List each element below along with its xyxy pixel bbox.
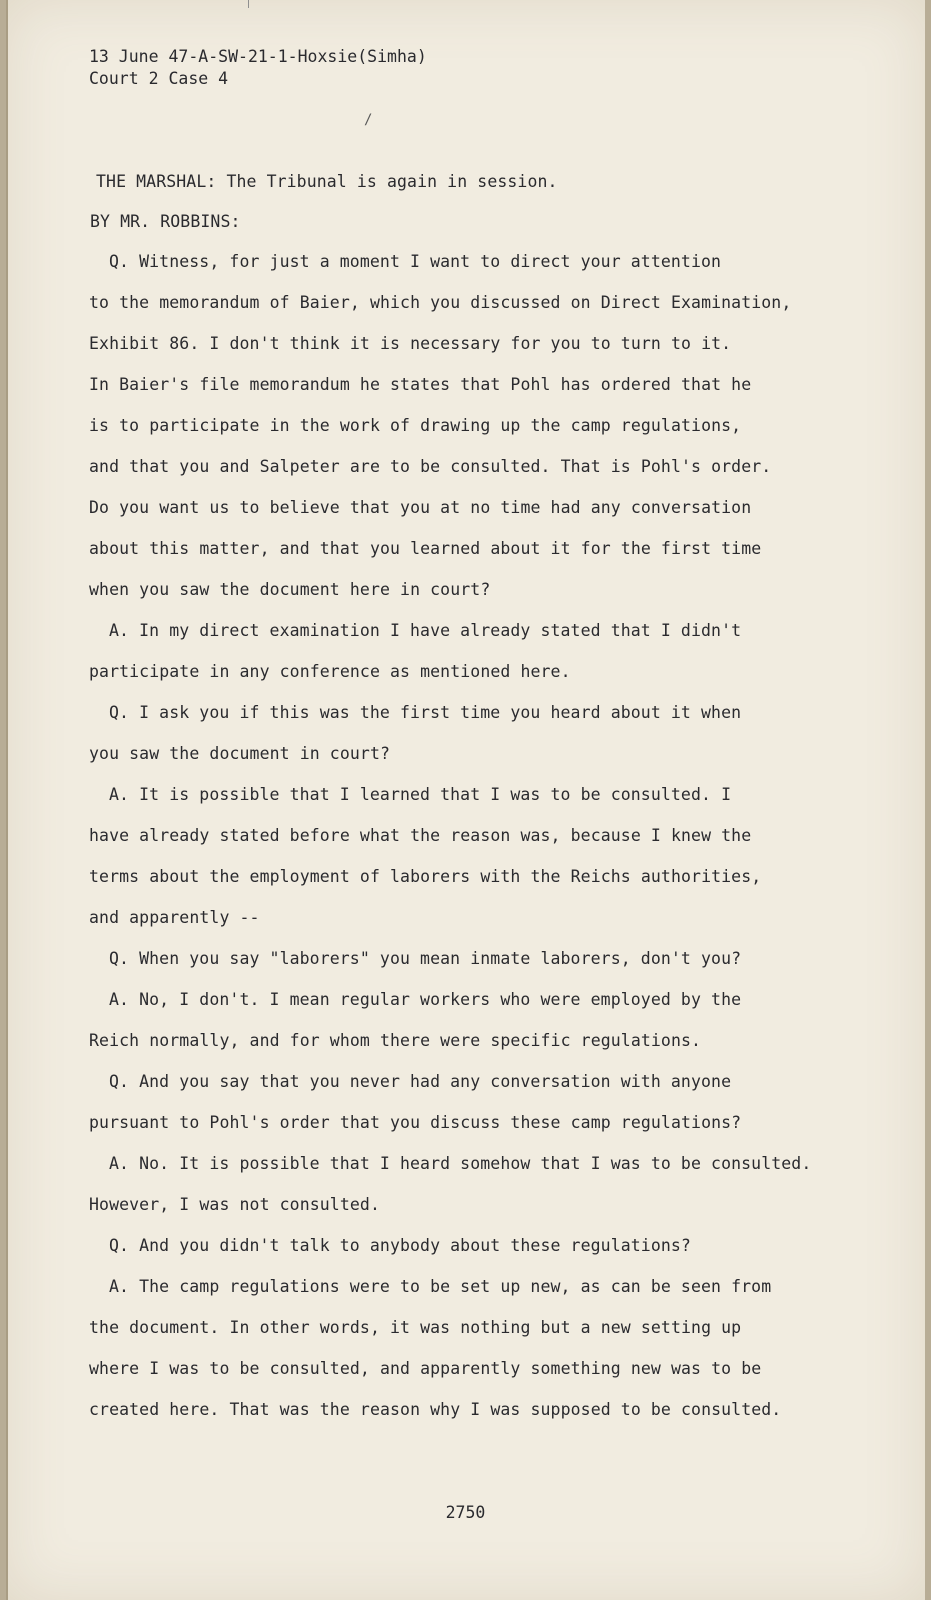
page-edge <box>6 0 8 1600</box>
transcript-line: Do you want us to believe that you at no time had any conversation <box>89 498 752 517</box>
page-mark <box>248 0 249 8</box>
transcript-line: A. No. It is possible that I heard somehow that I was to be consulted. <box>109 1154 812 1173</box>
page-number: 2750 <box>445 1503 486 1522</box>
transcript-line: and that you and Salpeter are to be consulted. That is Pohl's order. <box>89 457 772 476</box>
transcript-line: pursuant to Pohl's order that you discuss these camp regulations? <box>89 1113 742 1132</box>
transcript-line: A. It is possible that I learned that I was to be consulted. I <box>109 785 732 804</box>
transcript-line: However, I was not consulted. <box>89 1195 380 1214</box>
tick-mark: / <box>364 112 373 128</box>
transcript-line: A. In my direct examination I have already stated that I didn't <box>109 621 742 640</box>
transcript-line: you saw the document in court? <box>89 744 391 763</box>
transcript-line: about this matter, and that you learned about it for the first time <box>89 539 762 558</box>
transcript-line: BY MR. ROBBINS: <box>90 212 241 231</box>
transcript-line: Q. And you say that you never had any conversation with anyone <box>109 1072 732 1091</box>
transcript-line: Q. Witness, for just a moment I want to direct your attention <box>109 252 722 271</box>
transcript-line: Q. I ask you if this was the first time you heard about it when <box>109 703 742 722</box>
transcript-line: Exhibit 86. I don't think it is necessary for you to turn to it. <box>89 334 732 353</box>
transcript-line: Q. When you say "laborers" you mean inmate laborers, don't you? <box>109 949 742 968</box>
transcript-line: when you saw the document here in court? <box>89 580 491 599</box>
transcript-line: have already stated before what the reason was, because I knew the <box>89 826 752 845</box>
document-header <box>89 46 427 90</box>
transcript-line: the document. In other words, it was nothing but a new setting up <box>89 1318 742 1337</box>
transcript-line: is to participate in the work of drawing up the camp regulations, <box>89 416 742 435</box>
transcript-line: THE MARSHAL: The Tribunal is again in session. <box>96 172 558 191</box>
header-line-1: 13 June 47-A-SW-21-1-Hoxsie(Simha) <box>89 47 427 66</box>
header-line-2: Court 2 Case 4 <box>89 69 229 88</box>
transcript-line: Q. And you didn't talk to anybody about these regulations? <box>109 1236 691 1255</box>
transcript-line: where I was to be consulted, and apparently something new was to be <box>89 1359 762 1378</box>
transcript-line: Reich normally, and for whom there were specific regulations. <box>89 1031 702 1050</box>
transcript-line: terms about the employment of laborers with the Reichs authorities, <box>89 867 762 886</box>
transcript-line: to the memorandum of Baier, which you discussed on Direct Examination, <box>89 293 792 312</box>
transcript-line: A. The camp regulations were to be set up new, as can be seen from <box>109 1277 772 1296</box>
document-page <box>6 0 925 1600</box>
transcript-line: and apparently -- <box>89 908 260 927</box>
transcript-line: created here. That was the reason why I was supposed to be consulted. <box>89 1400 782 1419</box>
transcript-line: A. No, I don't. I mean regular workers who were employed by the <box>109 990 742 1009</box>
transcript-line: participate in any conference as mentioned here. <box>89 662 571 681</box>
transcript-line: In Baier's file memorandum he states that Pohl has ordered that he <box>89 375 752 394</box>
